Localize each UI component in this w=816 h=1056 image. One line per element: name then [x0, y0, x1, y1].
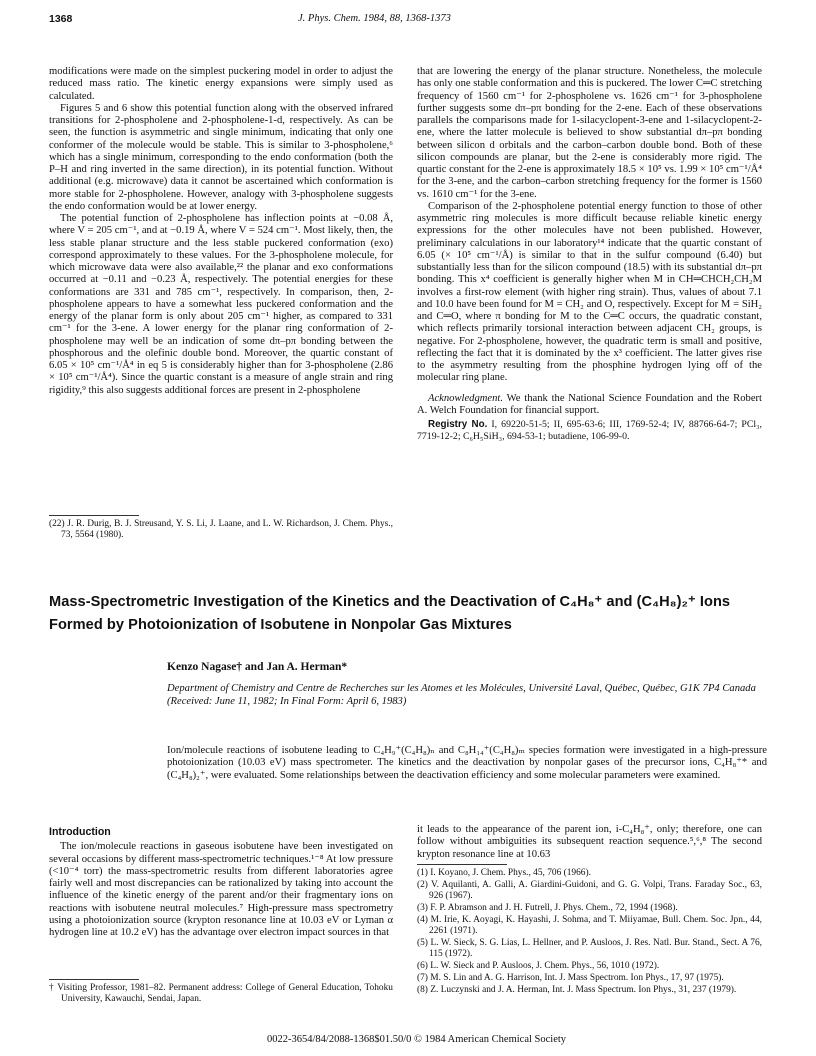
registry-numbers: [417, 419, 762, 442]
paragraph: Figures 5 and 6 show this potential function along with the observed infrared transitions for 2-phospholene and 2-phospholene-1-d, respectively. As can be seen, the function is asymmetric and single minimum, indicating that only one conformer of the molecule would be stable. This is similar to 3-phospholene,⁶ which has a single minimum, corresponding to the endo conformation (both the P–H and ring inverted in the same direction), in its potential function. Without additional (e.g. microwave) data it cannot be ascertained which conformation is more stable for 2-phospholene. However, analogy with 3-phospholene suggests the endo conformation would be at lower energy.: [49, 102, 393, 212]
paragraph: The potential function of 2-phospholene has inflection points at −0.08 Å, where V = 205 cm⁻¹, and at −0.19 Å, where V = 524 cm⁻¹. Most likely, then, the less stable planar structure and the less stable puckered conformation (exo) correspond approximately to these values. For the 3-phospholene molecule, for which microwave data were also available,²² the planar and exo conformations occurred at −0.11 and −0.23 Å, respectively. The potential energies for these conformations are 331 and 785 cm⁻¹, respectively. In comparison, then, 2-phospholene appears to have a somewhat less puckered conformation and the energy of the planar form is only about 205 cm⁻¹ higher, as compared to 331 cm⁻¹ for the 3-ene. A lower energy for the planar ring conformation of 2-phospholene may well be an indication of some dπ–pπ bonding between the phosphorous and the olefinic double bond. Moreover, the quartic constant of 6.05 × 10⁵ cm⁻¹/Å⁴ in eq 5 is considerably higher than for 3-phospholene (2.86 × 10⁵ cm⁻¹/Å⁴). Since the quartic constant is a measure of angle strain and ring rigidity,⁹ this also suggests additional forces are present in 2-phospholene: [49, 213, 393, 396]
reference-item: (3) F. P. Abramson and J. H. Futrell, J. Phys. Chem., 72, 1994 (1968).: [417, 903, 678, 913]
footnote-divider: [49, 979, 139, 980]
paragraph: it leads to the appearance of the parent ion, i-C₄H₈⁺, only; therefore, one can follow without ambiguities its subsequent reaction sequence.⁵,⁶,⁸ The second krypton resonance line at 10.63: [417, 824, 762, 860]
section-heading: Introduction: [49, 826, 111, 838]
acknowledgment: [417, 393, 762, 418]
page-number: 1368: [49, 13, 73, 25]
article-authors: Kenzo Nagase† and Jan A. Herman*: [167, 661, 348, 673]
reference-item: (22) J. R. Durig, B. J. Streusand, Y. S. Li, J. Laane, and L. W. Richardson, J. Chem. Phys., 73, 5564 (1980).: [49, 519, 393, 540]
paragraph: The ion/molecule reactions in gaseous isobutene have been investigated on several occasions by different mass-spectrometric techniques.¹⁻⁸ At low pressure (<10⁻⁴ torr) the mass-spectrometric results from different laboratories agree fairly well and most discrepancies can be rationalized by taking into account the influence of the kinetic energy of the parent and/or their fragmentary ions on reactions with isobutene neutral molecules.⁷ High-pressure mass spectrometry using a photoionization source (krypton resonance line at 10.03 eV or Lyman α hydrogen line at 10.2 eV) has the advantage over electron impact sources in that: [49, 841, 393, 938]
upper-left-column: [49, 66, 393, 397]
reference-item: (8) Z. Luczynski and J. A. Herman, Int. J. Mass Spectrum. Ion Phys., 31, 237 (1979).: [417, 985, 737, 995]
footnote-divider: [49, 515, 139, 516]
lower-right-column: [417, 824, 762, 861]
footnote-item: † Visiting Professor, 1981–82. Permanent address: College of General Education, Tohoku University, Kawauchi, Sendai, Japan.: [49, 983, 393, 1004]
acknowledgment-text: We thank the National Science Foundation and the Robert A. Welch Foundation for financial support.: [417, 392, 762, 416]
reference-item: (6) L. W. Sieck and P. Ausloos, J. Chem. Phys., 56, 1010 (1972).: [417, 961, 660, 971]
upper-right-column: [417, 66, 762, 442]
reference-item: (4) M. Irie, K. Aoyagi, K. Hayashi, J. Sohma, and T. Miiyamae, Bull. Chem. Soc. Jpn., 44, 2261 (1971).: [417, 915, 762, 936]
upper-footnote: [49, 519, 393, 542]
article-title: Mass-Spectrometric Investigation of the Kinetics and the Deactivation of C₄H₈⁺ and (C₄H₈)₂⁺ Ions Formed by Photoionization of Isobutene in Nonpolar Gas Mixtures: [49, 594, 731, 633]
registry-label: Registry No.: [428, 419, 488, 430]
reference-item: (5) L. W. Sieck, S. G. Lias, L. Hellner, and P. Ausloos, J. Res. Natl. Bur. Stand., Sect. A 76, 115 (1972).: [417, 938, 762, 959]
paragraph: Comparison of the 2-phospholene potential energy function to those of other asymmetric ring molecules is more difficult because reliable kinetic energy expressions for the other molecules have not been published. However, preliminary calculations in our laboratory¹⁴ indicate that the quartic constant of 6.05 (× 10⁵ cm⁻¹/Å) is similar to that in the sulfur compound (6.40) but substantially less than for the silicon compound (18.5) with its substantial dπ–pπ bonding. This x⁴ coefficient is generally higher when M in CH═CHCH₂CH₂M involves a first-row element (with higher ring strain). Thus, values of about 7.1 and 10.0 have been found for M = CH₂ and O, respectively. Except for M = SiH₂ and C═O, where π bonding for M to the C═C occurs, the quadratic constant, which reflects primarily torsional interaction between adjacent CH₂ groups, is negative. For 2-phospholene, however, the quadratic term is small and positive, reflecting the fact that it is dominated by the x³ coefficient. The latter gives rise to the asymmetry resulting from the phosphine hydrogen lying off of the molecular ring plane.: [417, 200, 762, 384]
references-divider: [417, 864, 507, 865]
reference-item: (7) M. S. Lin and A. G. Harrison, Int. J. Mass Spectrom. Ion Phys., 17, 97 (1975).: [417, 973, 724, 983]
acknowledgment-label: Acknowledgment.: [428, 392, 504, 404]
reference-item: (2) V. Aquilanti, A. Galli, A. Giardini-Guidoni, and G. G. Volpi, Trans. Faraday Soc., 63, 926 (1967).: [417, 880, 762, 901]
reference-item: (1) I. Koyano, J. Chem. Phys., 45, 706 (1966).: [417, 868, 591, 878]
copyright-line: 0022-3654/84/2088-1368$01.50/0 © 1984 American Chemical Society: [267, 1034, 567, 1045]
references-list: [417, 868, 762, 997]
registry-text: I, 69220-51-5; II, 695-63-6; III, 1769-52-4; IV, 88766-64-7; PCl₃, 7719-12-2; C₆H₅SiH₃, 694-53-1; butadiene, 106-99-0.: [417, 419, 762, 442]
journal-header: J. Phys. Chem. 1984, 88, 1368-1373: [298, 13, 451, 24]
author-affiliation: Department of Chemistry and Centre de Recherches sur les Atomes et les Molécules, Université Laval, Québec, Québec, G1K 7P4 Canada (Received: June 11, 1982; In Final Form: April 6, 1983): [167, 683, 756, 707]
paragraph: modifications were made on the simplest puckering model in order to adjust the reduced mass ratio. The kinetic energy expansions were simply used as calculated.: [49, 66, 393, 102]
abstract: Ion/molecule reactions of isobutene leading to C₄H₉⁺(C₄H₈)ₙ and C₈H₁₄⁺(C₄H₈)ₘ species formation were investigated in a high-pressure photoionization (10.03 eV) mass spectrometer. The kinetics and the deactivation by nonpolar gases of the precursor ions, C₄H₈⁺* and (C₄H₈)₂⁺, were evaluated. Some relationships between the deactivation efficiency and some molecular parameters were examined.: [167, 745, 767, 781]
lower-left-column: [49, 826, 393, 939]
paragraph: that are lowering the energy of the planar structure. Nonetheless, the molecule has only one stable conformation and this is puckered. The lower C═C stretching frequency of 1560 cm⁻¹ for 2-phospholene vs. 1626 cm⁻¹ for 3-phospholene further suggests some dπ–pπ bonding for the 2-ene. Each of these observations parallels the comparisons made for 1-silacyclopent-3-ene and 1-silacyclopent-2-ene, where the latter molecule is believed to show substantial dπ–pπ bonding between silicon d orbitals and the carbon–carbon double bond. Both of these silicon compounds are planar, but the 2-ene is considerably more rigid. The quartic constant for the 2-ene is approximately 18.5 × 10⁵ vs. 1.99 × 10⁵ cm⁻¹/Å⁴ for the 3-ene, and the carbon–carbon stretching frequency for the former is 1560 vs. 1610 cm⁻¹ for the 3-ene.: [417, 66, 762, 200]
visiting-footnote: [49, 983, 393, 1006]
